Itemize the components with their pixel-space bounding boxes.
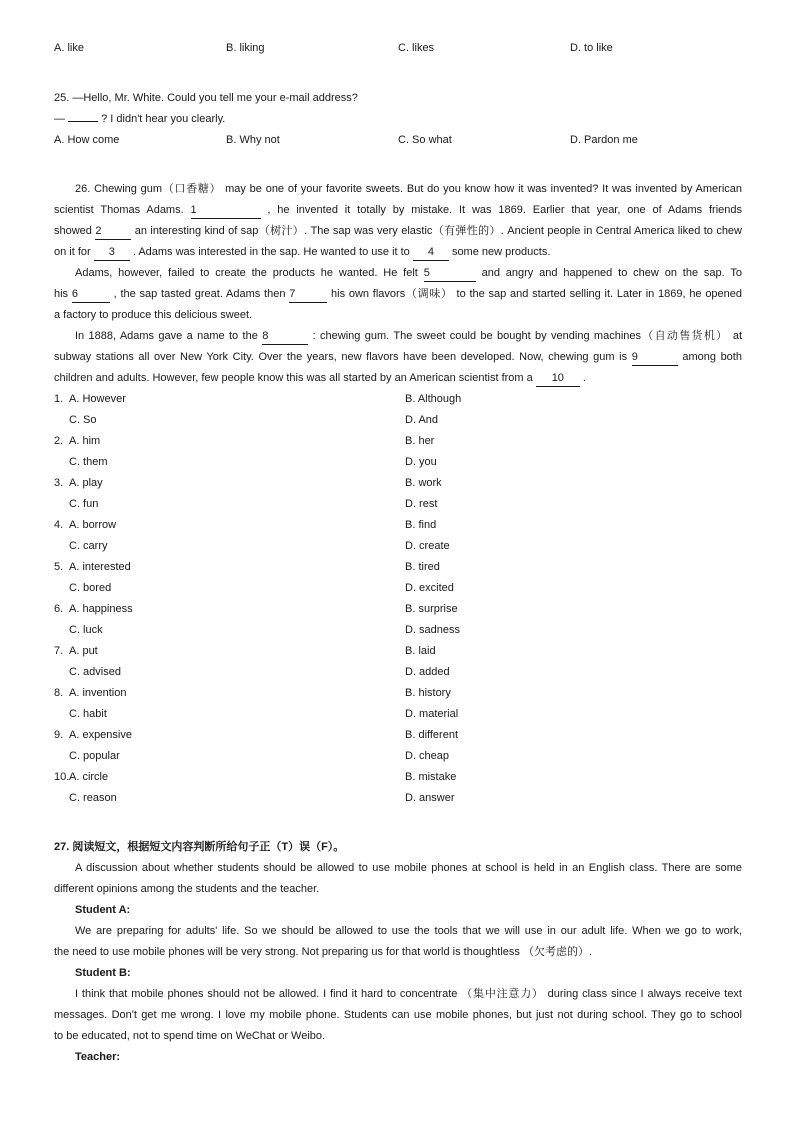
q26-p3-line3 [54,368,742,389]
choice-10-a[interactable]: A. circle [69,771,109,783]
text: scientist Thomas Adams. [54,204,184,216]
choice-num: 3. [54,477,64,489]
choice-10-d[interactable]: D. answer [405,792,455,804]
choice-2-a[interactable]: A. him [69,435,101,447]
text: an interesting kind of sap（树汁）. The sap was very elastic（有弹性的）. Ancient people in Central America liked to chew [134,225,742,237]
text: . [582,372,586,384]
choice-9-d[interactable]: D. cheap [405,750,450,762]
choice-9-b[interactable]: B. different [405,729,458,741]
q27-intro-line2: different opinions among the students and the teacher. [54,883,320,895]
choice-1-b[interactable]: B. Although [405,393,462,405]
choice-9-c[interactable]: C. popular [69,750,120,762]
choice-num: 5. [54,561,64,573]
speaker-student-b: Student B: [75,967,131,979]
choice-5-a[interactable]: A. interested [69,561,131,573]
choice-num: 7. [54,645,64,657]
blank-6[interactable]: 6 [72,287,110,303]
q26-p3-line1 [54,326,742,347]
choice-2-d[interactable]: D. you [405,456,437,468]
choice-4-a[interactable]: A. borrow [69,519,117,531]
text: . Adams was interested in the sap. He wanted to use it to [132,246,410,258]
choice-num: 8. [54,687,64,699]
q25-reply-text: ? I didn't hear you clearly. [101,113,226,125]
speaker-teacher: Teacher: [75,1051,121,1063]
choice-7-b[interactable]: B. laid [405,645,436,657]
q26-p3-line2 [54,347,742,368]
choice-2-b[interactable]: B. her [405,435,435,447]
student-a-line2: the need to use mobile phones will be very strong. Not preparing us for that world is thoughtless （欠考虑的）. [54,946,593,958]
choice-num: 6. [54,603,64,615]
text: on it for [54,246,91,258]
text: Adams, however, failed to create the products he wanted. He felt [75,267,418,279]
student-a-line1: We are preparing for adults' life. So we should be allowed to use the tools that we will use in our adult life. When we go to work, [75,925,742,937]
text: : chewing gum. The sweet could be bought by vending machines（自动售货机） at [312,330,743,342]
q25-dash: — [54,113,65,125]
q25-option-c[interactable]: C. So what [398,134,452,146]
choice-6-a[interactable]: A. happiness [69,603,133,615]
choice-num: 10. [54,771,70,783]
choice-3-b[interactable]: B. work [405,477,442,489]
blank-1[interactable]: 1 [191,203,261,219]
blank-7[interactable]: 7 [289,287,327,303]
q24-option-a[interactable]: A. like [54,42,84,54]
choice-5-b[interactable]: B. tired [405,561,440,573]
choice-10-b[interactable]: B. mistake [405,771,457,783]
blank-9[interactable]: 9 [632,350,678,366]
q26-p1-line1: 26. Chewing gum（口香糖） may be one of your favorite sweets. But do you know how it was invented? It was invented by American [75,183,742,195]
choice-4-b[interactable]: B. find [405,519,437,531]
text: subway stations all over New York City. Over the years, new flavors have been developed. Now, chewing gum is [54,351,628,363]
q26-p2-line2 [54,284,742,305]
q26-p2-line3: a factory to produce this delicious sweet. [54,309,253,321]
choice-6-d[interactable]: D. sadness [405,624,461,636]
choice-4-d[interactable]: D. create [405,540,450,552]
text: some new products. [451,246,551,258]
speaker-student-a: Student A: [75,904,131,916]
choice-10-c[interactable]: C. reason [69,792,117,804]
choice-8-a[interactable]: A. invention [69,687,127,699]
choice-8-d[interactable]: D. material [405,708,459,720]
text: among both [682,351,742,363]
text: and angry and happened to chew on the sap. To [481,267,742,279]
choice-8-b[interactable]: B. history [405,687,451,699]
q26-p1-line3 [54,221,742,242]
choice-4-c[interactable]: C. carry [69,540,108,552]
choice-8-c[interactable]: C. habit [69,708,107,720]
choice-7-a[interactable]: A. put [69,645,98,657]
text: In 1888, Adams gave a name to the [75,330,258,342]
choice-3-a[interactable]: A. play [69,477,103,489]
q25-option-d[interactable]: D. Pardon me [570,134,638,146]
q24-option-c[interactable]: C. likes [398,42,435,54]
text: showed [54,225,92,237]
choice-1-d[interactable]: D. And [405,414,439,426]
text: his [54,288,69,300]
choice-6-c[interactable]: C. luck [69,624,103,636]
text: , he invented it totally by mistake. It was 1869. Earlier that year, one of Adams friends [267,204,742,216]
choice-num: 9. [54,729,64,741]
q25-option-a[interactable]: A. How come [54,134,120,146]
q26-p1-line2 [54,200,742,221]
q25-answer-blank[interactable] [68,121,98,122]
choice-7-d[interactable]: D. added [405,666,450,678]
choice-7-c[interactable]: C. advised [69,666,121,678]
q25-option-b[interactable]: B. Why not [226,134,280,146]
choice-num: 1. [54,393,64,405]
blank-8[interactable]: 8 [262,329,308,345]
q24-option-d[interactable]: D. to like [570,42,613,54]
choice-3-d[interactable]: D. rest [405,498,438,510]
choice-1-c[interactable]: C. So [69,414,97,426]
choice-num: 2. [54,435,64,447]
q24-option-b[interactable]: B. liking [226,42,265,54]
choice-1-a[interactable]: A. However [69,393,126,405]
text: children and adults. However, few people know this was all started by an American scientist from a [54,372,533,384]
choice-9-a[interactable]: A. expensive [69,729,132,741]
text: his own flavors（调味） to the sap and started selling it. Later in 1869, he opened [331,288,743,300]
q26-p1-line4 [54,242,742,263]
text: , the sap tasted great. Adams then [113,288,286,300]
choice-num: 4. [54,519,64,531]
choice-3-c[interactable]: C. fun [69,498,99,510]
student-b-line1: I think that mobile phones should not be allowed. I find it hard to concentrate （集中注意力） during class since I always receive text [75,988,742,1000]
q27-heading: 27. 阅读短文，根据短文内容判断所给句子正（T）误（F）。 [54,841,345,853]
blank-3[interactable]: 3 [94,245,130,261]
blank-5[interactable]: 5 [424,266,476,282]
q27-intro-line1: A discussion about whether students should be allowed to use mobile phones at school is held in an English class. There are some [75,862,742,874]
student-b-line3: to be educated, not to spend time on WeChat or Weibo. [54,1030,326,1042]
blank-2[interactable]: 2 [95,224,131,240]
q25-reply [54,109,742,130]
choice-6-b[interactable]: B. surprise [405,603,458,615]
choice-2-c[interactable]: C. them [69,456,108,468]
blank-4[interactable]: 4 [413,245,449,261]
choice-5-d[interactable]: D. excited [405,582,454,594]
q26-p2-line1 [54,263,742,284]
student-b-line2: messages. Don't get me wrong. I love my mobile phone. Students can use mobile phones, but just not during school. They go to school [54,1009,742,1021]
choice-5-c[interactable]: C. bored [69,582,112,594]
blank-10[interactable]: 10 [536,371,580,387]
q25-prompt: 25. —Hello, Mr. White. Could you tell me your e-mail address? [54,92,358,104]
